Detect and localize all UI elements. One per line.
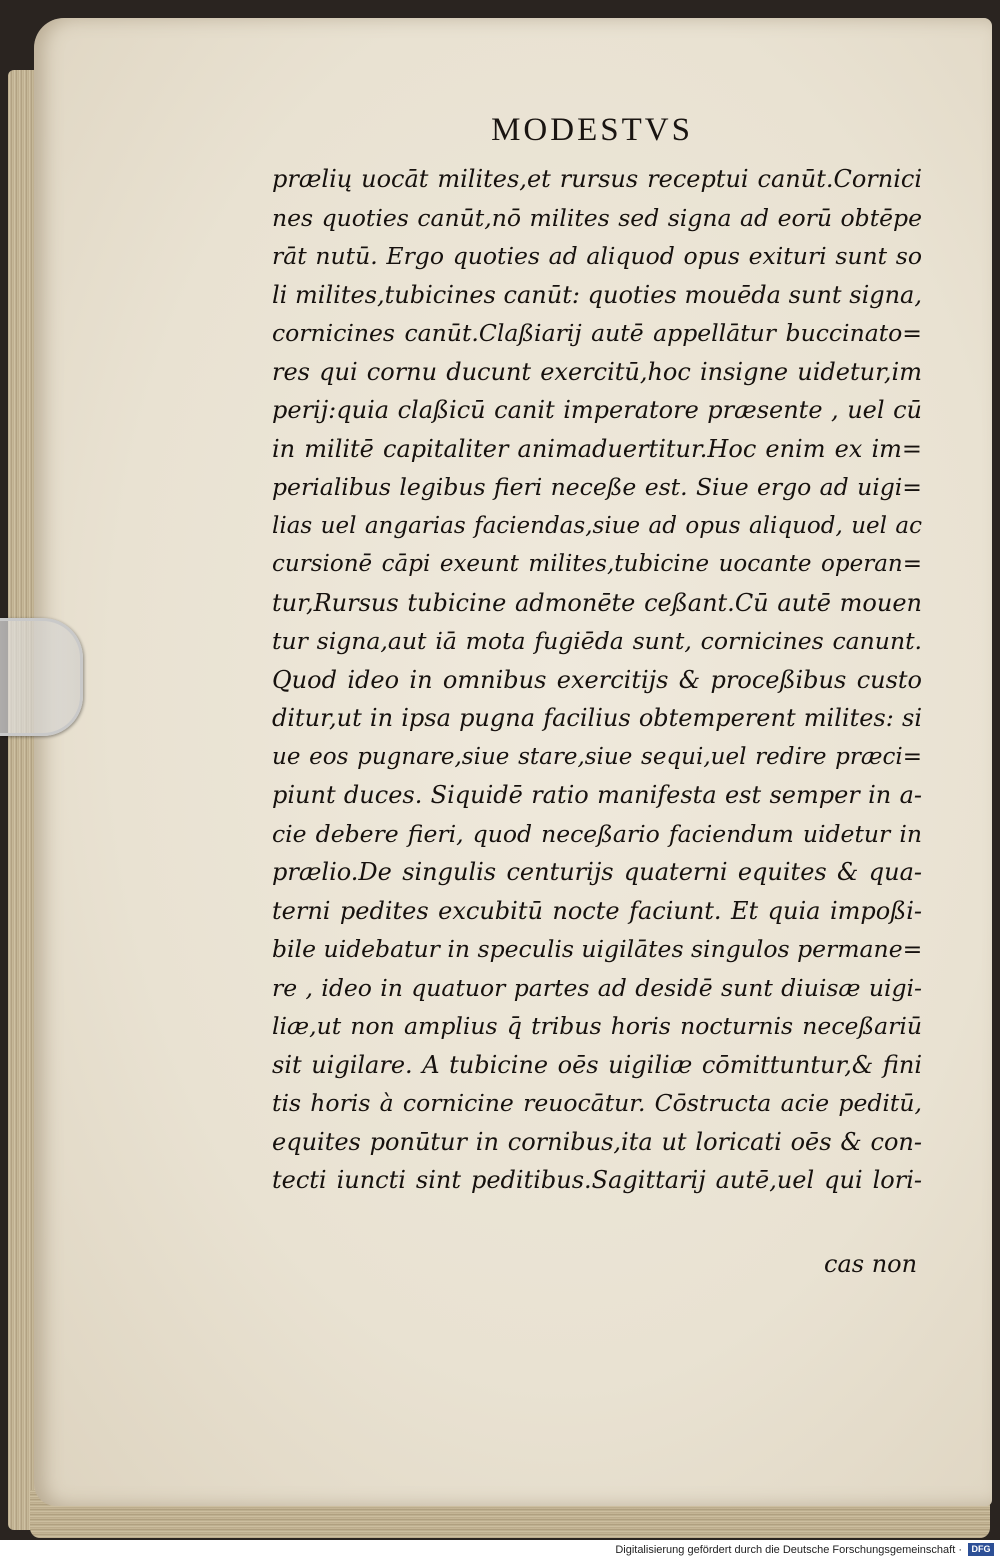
text-line: nes quoties canūt,nō milites sed signa ad eorū obtēpe	[272, 203, 922, 232]
catchword: cas non	[824, 1250, 918, 1278]
text-line: tur,Rursus tubicine admonēte ceßant.Cū autē mouen	[272, 588, 922, 617]
text-line: terni pedites excubitū nocte faciunt. Et quia impoßi-	[272, 896, 922, 925]
text-line: tur signa,aut iā mota fugiēda sunt, cornicines canunt.	[272, 627, 922, 655]
plastic-clip	[0, 618, 83, 736]
text-line: liæ,ut non amplius q̄ tribus horis nocturnis neceßariū	[272, 1012, 922, 1040]
text-line: Quod ideo in omnibus exercitijs & proceßibus custo	[272, 665, 922, 694]
text-line: in militē capitaliter animaduertitur.Hoc enim ex im=	[272, 434, 922, 463]
text-line: equites ponūtur in cornibus,ita ut loricati oēs & con-	[272, 1127, 922, 1156]
text-line: bile uidebatur in speculis uigilātes singulos permane=	[272, 935, 923, 963]
text-line: perij:quia claßicū canit imperatore præsente , uel cū	[272, 396, 922, 424]
text-line: cursionē cāpi exeunt milites,tubicine uocante operan=	[272, 551, 922, 577]
text-line: prælio.De singulis centurijs quaterni equites & qua-	[272, 858, 922, 886]
running-head: MODESTVS	[491, 112, 693, 148]
text-line: perialibus legibus fieri neceße est. Siue ergo ad uigi=	[272, 473, 922, 501]
text-line: ue eos pugnare,siue stare,siue sequi,uel redire præci=	[272, 743, 922, 770]
body-text	[272, 160, 922, 1200]
text-line: res qui cornu ducunt exercitū,hoc insigne uidetur,im	[272, 357, 922, 386]
text-line: cornicines canūt.Claßiarij autē appellātur buccinato=	[272, 319, 922, 347]
text-line: re , ideo in quatuor partes ad desidē sunt diuisæ uigi-	[272, 973, 922, 1002]
digitization-footer	[0, 1540, 1000, 1560]
text-line: prælių uocāt milites,et rursus receptui canūt.Cornici	[272, 165, 922, 193]
text-line: tecti iuncti sint peditibus.Sagittarij autē,uel qui lori-	[272, 1166, 922, 1194]
text-line: cie debere fieri, quod neceßario faciendum uidetur in	[272, 819, 922, 848]
text-line: li milites,tubicines canūt: quoties mouēda sunt signa,	[272, 280, 922, 309]
text-line: tis horis à cornicine reuocātur. Cōstructa acie peditū,	[272, 1089, 922, 1117]
funding-credit: Digitalisierung gefördert durch die Deutsche Forschungsgemeinschaft ·	[615, 1544, 962, 1556]
text-line: sit uigilare. A tubicine oēs uigiliæ cōmittuntur,& fini	[272, 1050, 922, 1079]
text-line: lias uel angarias faciendas,siue ad opus aliquod, uel ac	[272, 512, 922, 539]
text-line: ditur,ut in ipsa pugna facilius obtemperent milites: si	[272, 704, 922, 732]
text-line: rāt nutū. Ergo quoties ad aliquod opus exituri sunt so	[272, 242, 922, 270]
text-line: piunt duces. Siquidē ratio manifesta est semper in a-	[272, 781, 922, 809]
dfg-logo-icon: DFG	[968, 1543, 994, 1556]
